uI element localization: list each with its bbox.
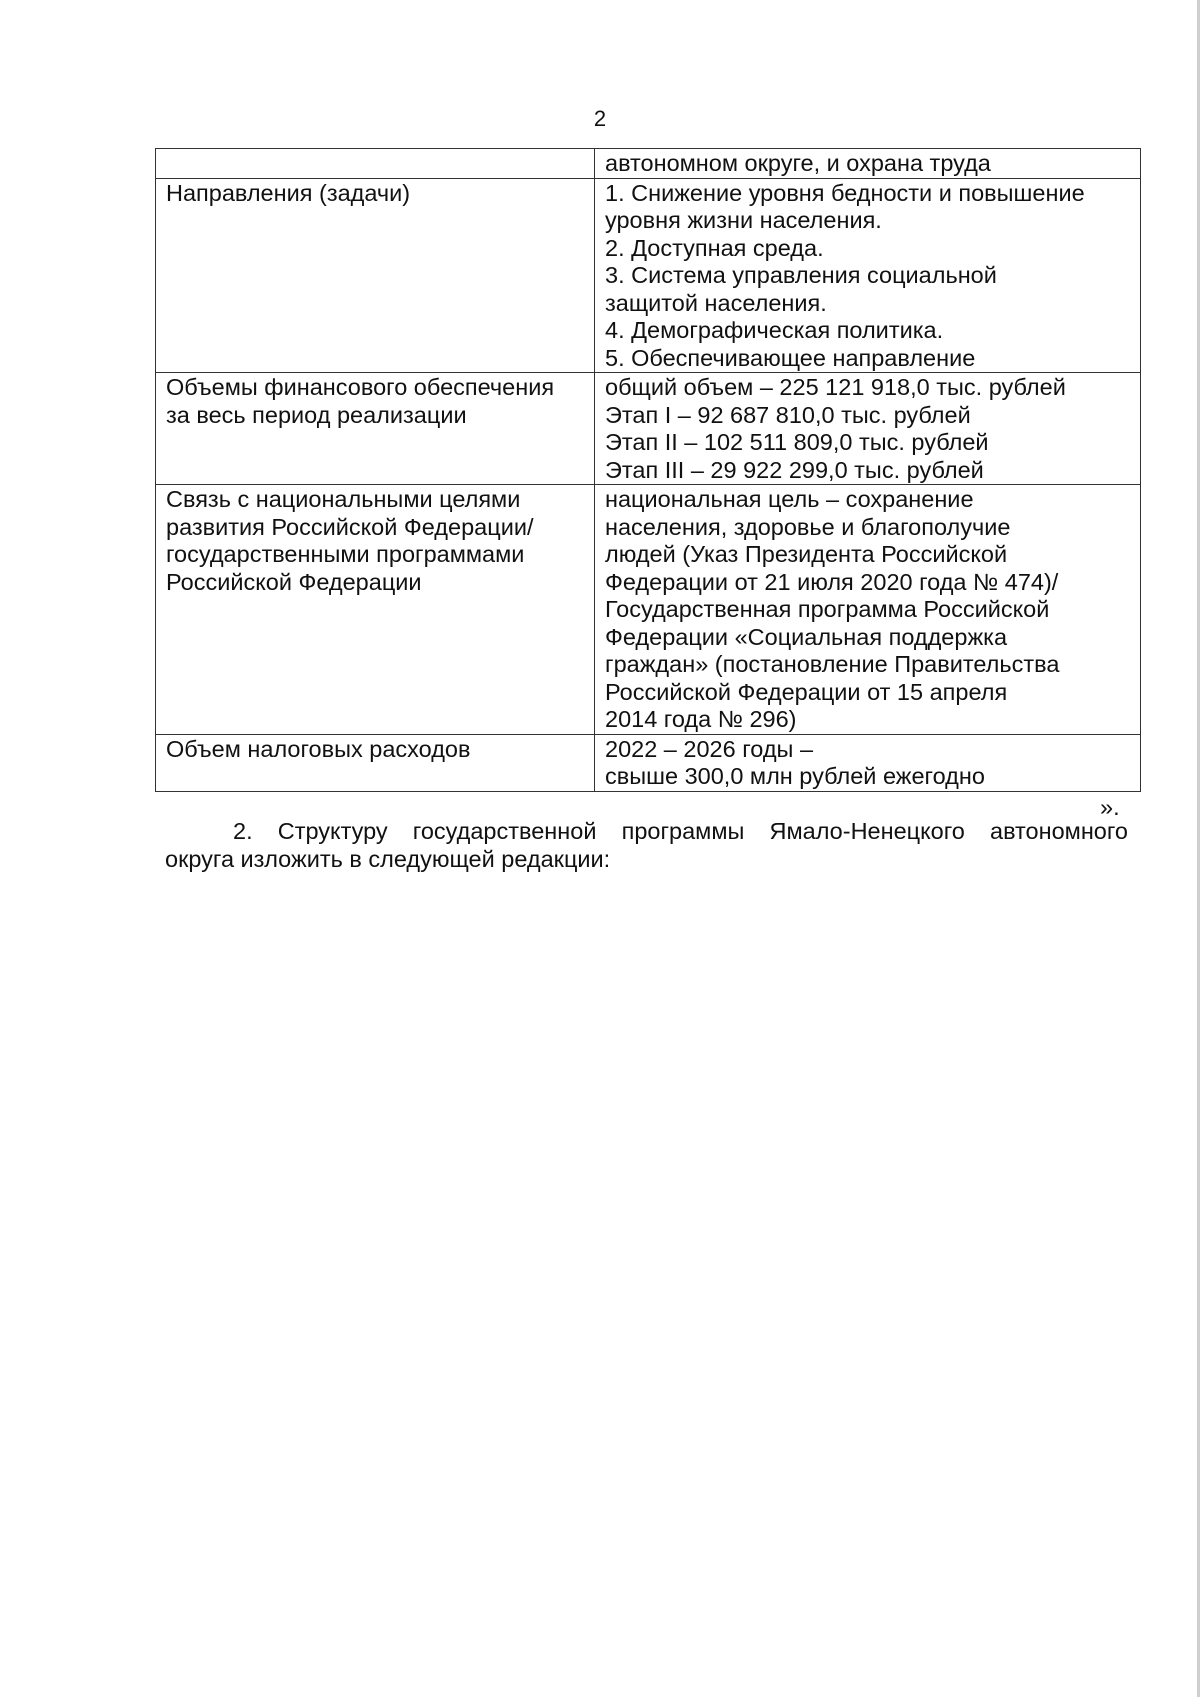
cell-text-line: 2. Доступная среда. (605, 234, 824, 261)
cell-text-line: развития Российской Федерации/ (166, 513, 534, 540)
table-cell-label (156, 485, 595, 735)
paragraph-line: округа изложить в следующей редакции: (165, 845, 611, 872)
cell-text-line: 2022 – 2026 годы – (605, 735, 814, 762)
cell-text-line: 4. Демографическая политика. (605, 317, 944, 343)
page-number: 2 (593, 106, 607, 131)
table-cell-value (595, 485, 1141, 735)
cell-text-line: 1. Снижение уровня бедности и повышение (605, 179, 1085, 206)
cell-text-line: 3. Система управления социальной (605, 262, 997, 288)
table-row (156, 178, 1141, 373)
table-row (156, 149, 1141, 179)
cell-text-line: общий объем – 225 121 918,0 тыс. рублей (605, 374, 1066, 400)
cell-text-line: Объем налоговых расходов (166, 735, 471, 762)
cell-text-line: уровня жизни населения. (605, 207, 882, 233)
table-cell-value (595, 178, 1141, 373)
cell-text-line: Российской Федерации от 15 апреля (605, 678, 1008, 705)
table-row (156, 734, 1141, 791)
cell-text-line: автономном округе, и охрана труда (605, 150, 991, 176)
cell-text-line: Федерации «Социальная поддержка (605, 623, 1008, 650)
cell-text-line: Этап I – 92 687 810,0 тыс. рублей (605, 401, 971, 428)
cell-text-line: Этап III – 29 922 299,0 тыс. рублей (605, 456, 984, 483)
cell-text-line: национальная цель – сохранение (605, 486, 974, 512)
table-cell-value (595, 149, 1141, 179)
cell-text-line: Объемы финансового обеспечения (166, 374, 555, 400)
table-row (156, 485, 1141, 735)
amendment-paragraph (165, 818, 1128, 873)
cell-text-line: населения, здоровье и благополучие (605, 513, 1011, 540)
paragraph-line: 2. Структуру государственной программы Ямало-Ненецкого автономного (233, 818, 1128, 844)
cell-text-line: людей (Указ Президента Российской (605, 541, 1008, 567)
cell-text-line: 2014 года № 296) (605, 706, 797, 732)
table-cell-label (156, 149, 595, 179)
cell-text-line: Связь с национальными целями (166, 486, 521, 512)
cell-text-line: Этап II – 102 511 809,0 тыс. рублей (605, 429, 989, 455)
cell-text-line: 5. Обеспечивающее направление (605, 344, 976, 371)
cell-text-line: свыше 300,0 млн рублей ежегодно (605, 763, 985, 789)
cell-text-line: государственными программами (166, 541, 525, 567)
cell-text-line: Государственная программа Российской (605, 596, 1050, 622)
cell-text-line: Российской Федерации (166, 568, 422, 595)
cell-text-line: Направления (задачи) (166, 179, 411, 206)
table-cell-value (595, 373, 1141, 485)
program-passport-table (155, 148, 1141, 792)
cell-text-line: за весь период реализации (166, 401, 467, 428)
table-row (156, 373, 1141, 485)
cell-text-line: граждан» (постановление Правительства (605, 651, 1060, 677)
cell-text-line: Федерации от 21 июля 2020 года № 474)/ (605, 568, 1059, 595)
table-cell-value (595, 734, 1141, 791)
cell-text-line: защитой населения. (605, 289, 827, 316)
table-cell-label (156, 734, 595, 791)
closing-quote: ». (1100, 794, 1120, 820)
table-cell-label (156, 178, 595, 373)
table-cell-label (156, 373, 595, 485)
